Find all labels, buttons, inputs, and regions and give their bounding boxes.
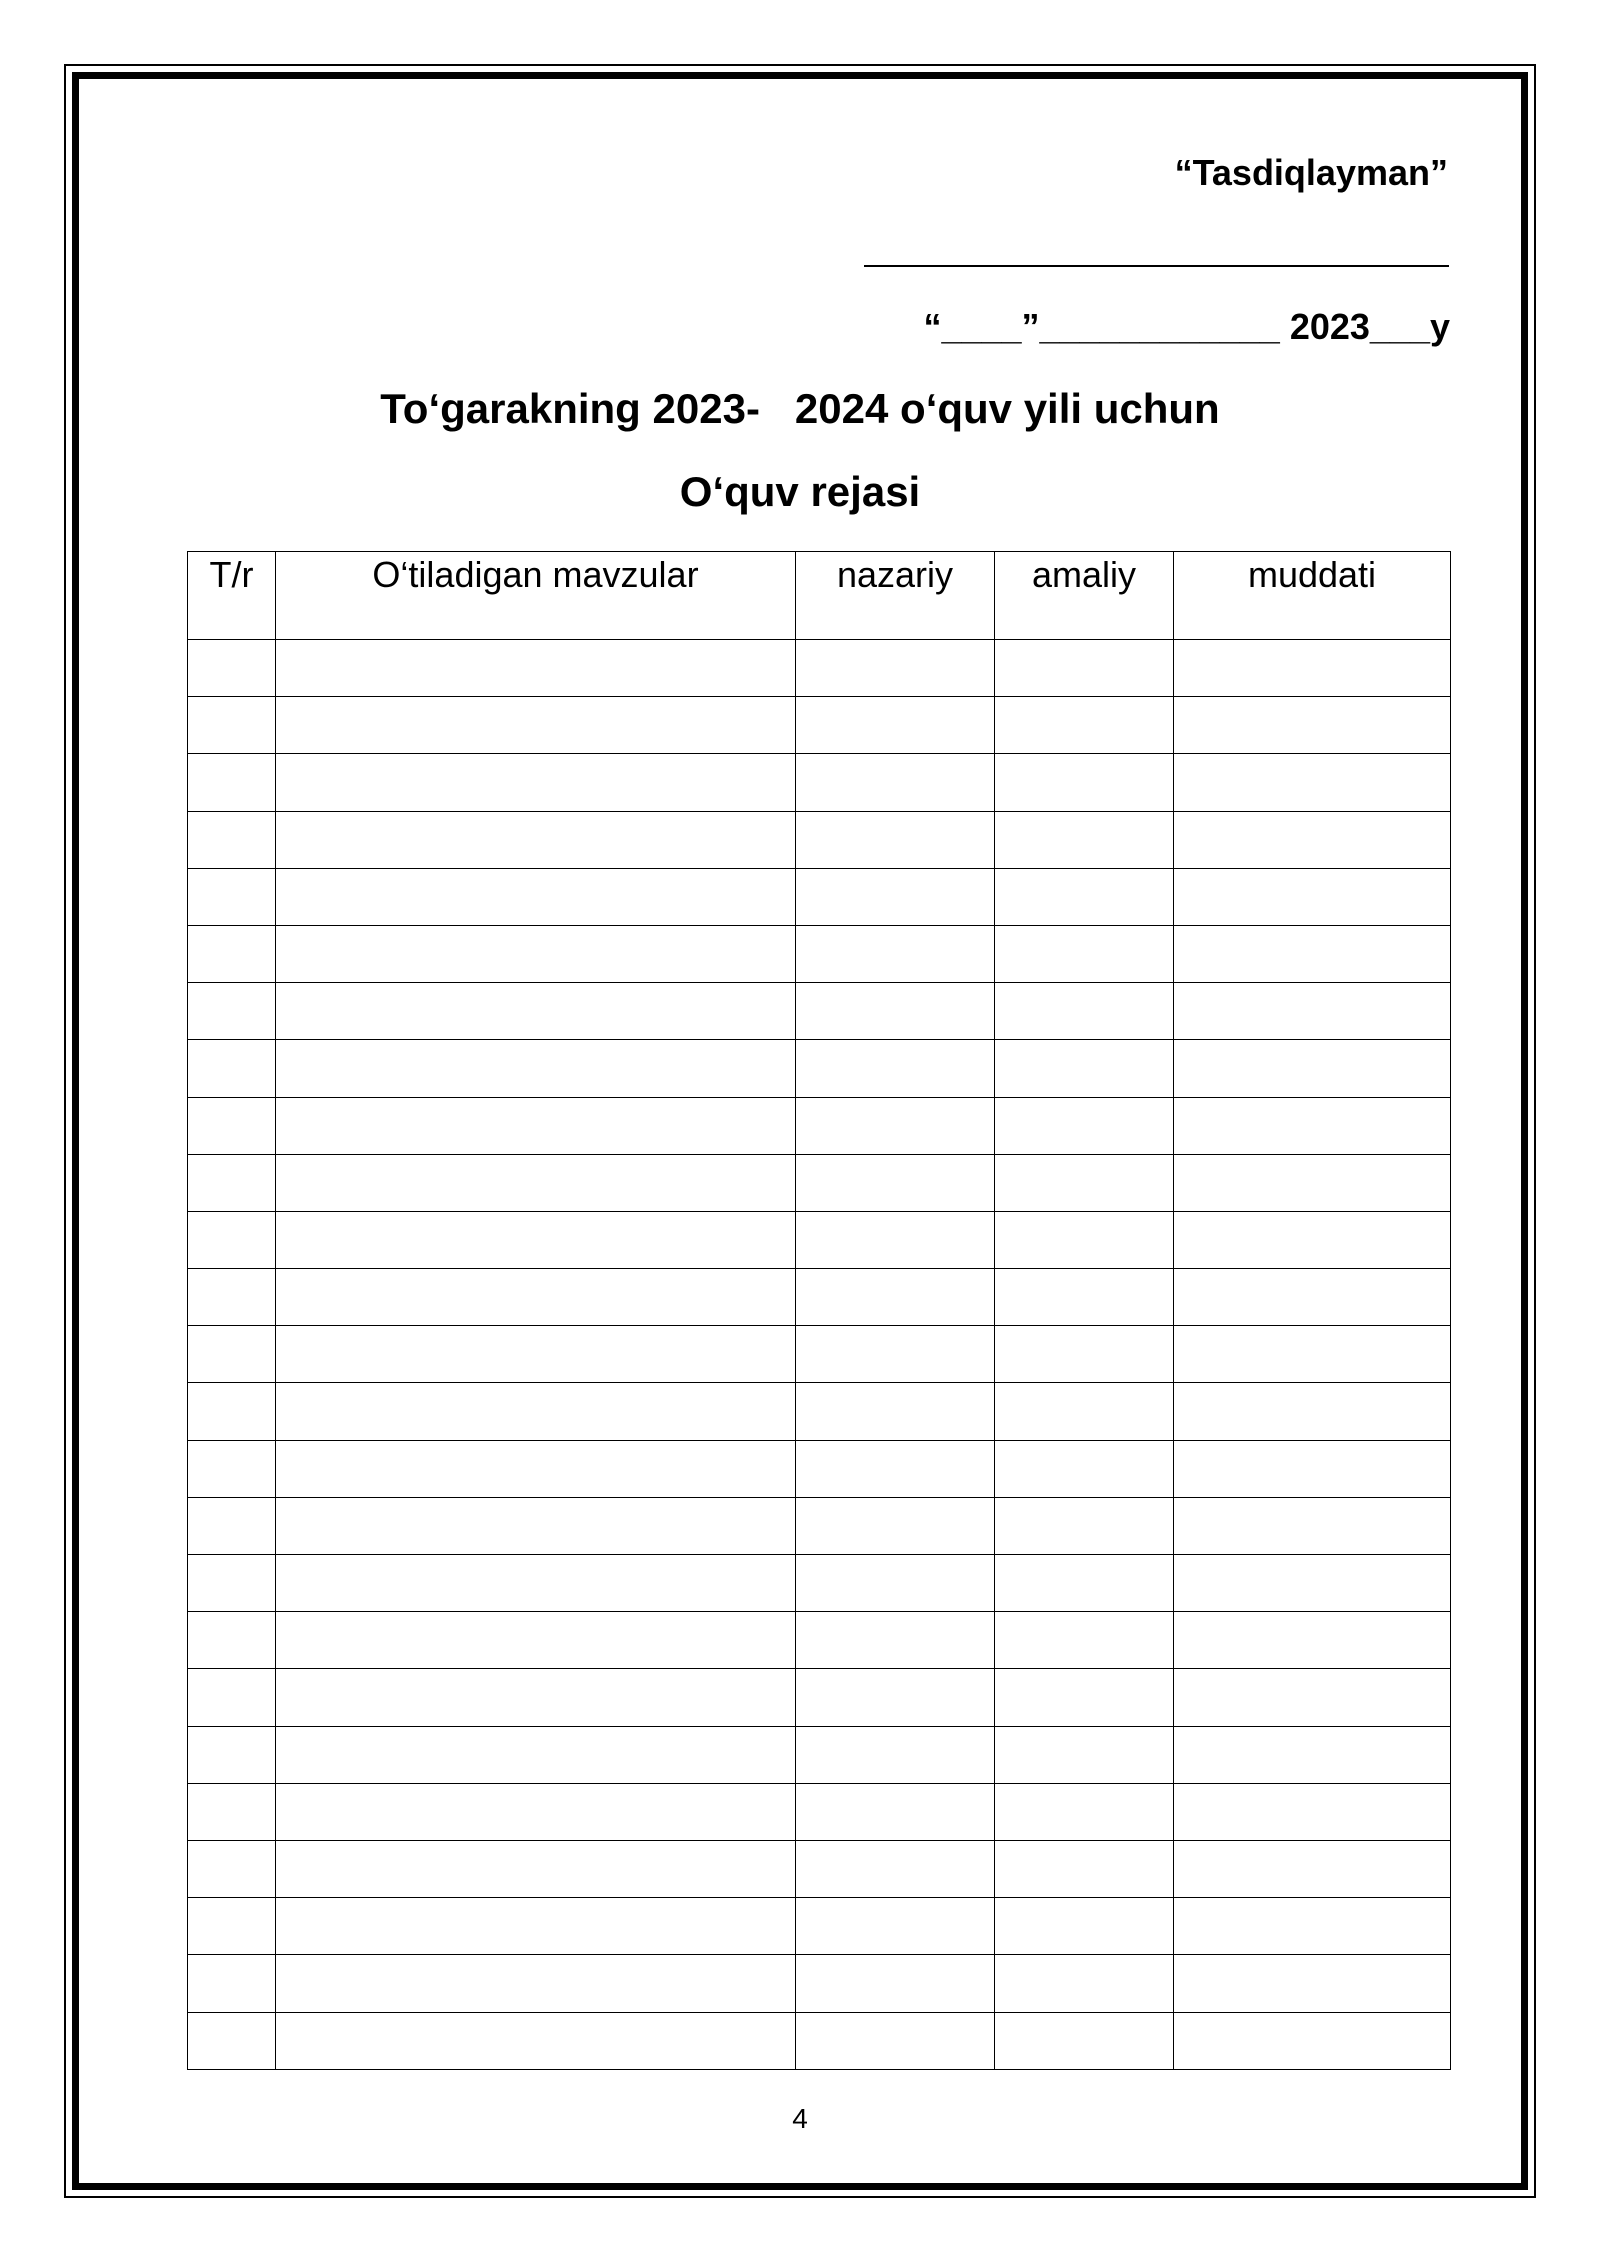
table-cell[interactable] — [796, 1154, 995, 1211]
table-cell[interactable] — [1174, 754, 1451, 811]
table-cell[interactable] — [995, 1326, 1174, 1383]
table-row — [188, 868, 1451, 925]
table-cell[interactable] — [995, 1783, 1174, 1840]
table-cell[interactable] — [1174, 1040, 1451, 1097]
table-cell[interactable] — [188, 1840, 276, 1897]
table-cell[interactable] — [796, 1612, 995, 1669]
column-header-duration: muddati — [1174, 552, 1451, 640]
table-cell[interactable] — [796, 1383, 995, 1440]
table-cell[interactable] — [796, 925, 995, 982]
table-row — [188, 983, 1451, 1040]
table-cell[interactable] — [796, 1955, 995, 2012]
table-cell[interactable] — [276, 1612, 796, 1669]
table-cell[interactable] — [995, 983, 1174, 1040]
table-row — [188, 754, 1451, 811]
table-cell[interactable] — [1174, 1326, 1451, 1383]
table-cell[interactable] — [188, 2012, 276, 2069]
table-cell[interactable] — [1174, 697, 1451, 754]
table-body — [188, 640, 1451, 2070]
table-cell[interactable] — [995, 1497, 1174, 1554]
column-header-topics: O‘tiladigan mavzular — [276, 552, 796, 640]
table-cell[interactable] — [796, 1669, 995, 1726]
table-cell[interactable] — [995, 1383, 1174, 1440]
table-cell[interactable] — [796, 1726, 995, 1783]
table-cell[interactable] — [188, 1211, 276, 1268]
table-cell[interactable] — [188, 640, 276, 697]
table-row — [188, 1154, 1451, 1211]
table-cell[interactable] — [796, 1555, 995, 1612]
table-row — [188, 697, 1451, 754]
table-cell[interactable] — [188, 1497, 276, 1554]
table-row — [188, 1555, 1451, 1612]
table-cell[interactable] — [796, 2012, 995, 2069]
table-cell[interactable] — [188, 1726, 276, 1783]
table-row — [188, 1669, 1451, 1726]
table-cell[interactable] — [188, 1555, 276, 1612]
table-cell[interactable] — [1174, 1269, 1451, 1326]
table-cell[interactable] — [1174, 2012, 1451, 2069]
table-cell[interactable] — [276, 1383, 796, 1440]
table-cell[interactable] — [276, 1840, 796, 1897]
table-row — [188, 1097, 1451, 1154]
table-row — [188, 1726, 1451, 1783]
table-cell[interactable] — [188, 1154, 276, 1211]
table-cell[interactable] — [188, 754, 276, 811]
table-row — [188, 1211, 1451, 1268]
table-cell[interactable] — [276, 1154, 796, 1211]
table-cell[interactable] — [995, 1898, 1174, 1955]
table-cell[interactable] — [995, 1440, 1174, 1497]
table-cell[interactable] — [995, 811, 1174, 868]
table-cell[interactable] — [995, 925, 1174, 982]
table-cell[interactable] — [1174, 1440, 1451, 1497]
table-cell[interactable] — [796, 1840, 995, 1897]
document-subtitle: O‘quv rejasi — [679, 468, 921, 515]
table-cell[interactable] — [188, 1612, 276, 1669]
table-cell[interactable] — [796, 868, 995, 925]
table-row — [188, 1040, 1451, 1097]
table-cell[interactable] — [276, 640, 796, 697]
table-cell[interactable] — [995, 1211, 1174, 1268]
table-cell[interactable] — [276, 1040, 796, 1097]
table-cell[interactable] — [995, 1726, 1174, 1783]
table-cell[interactable] — [276, 1555, 796, 1612]
table-cell[interactable] — [796, 1097, 995, 1154]
table-cell[interactable] — [188, 1097, 276, 1154]
table-cell[interactable] — [995, 640, 1174, 697]
table-cell[interactable] — [188, 925, 276, 982]
table-cell[interactable] — [276, 1211, 796, 1268]
table-cell[interactable] — [796, 1269, 995, 1326]
table-cell[interactable] — [1174, 1383, 1451, 1440]
table-cell[interactable] — [188, 1783, 276, 1840]
table-cell[interactable] — [796, 1783, 995, 1840]
column-header-practice: amaliy — [995, 552, 1174, 640]
table-cell[interactable] — [1174, 925, 1451, 982]
table-cell[interactable] — [276, 983, 796, 1040]
table-cell[interactable] — [796, 754, 995, 811]
document-title: To‘garakning 2023- 2024 o‘quv yili uchun — [380, 385, 1220, 432]
table-row — [188, 1612, 1451, 1669]
table-row — [188, 1326, 1451, 1383]
table-cell[interactable] — [1174, 1612, 1451, 1669]
table-cell[interactable] — [188, 1326, 276, 1383]
table-cell[interactable] — [276, 697, 796, 754]
table-cell[interactable] — [796, 1040, 995, 1097]
table-cell[interactable] — [796, 1497, 995, 1554]
table-cell[interactable] — [796, 1898, 995, 1955]
table-cell[interactable] — [1174, 1840, 1451, 1897]
table-cell[interactable] — [995, 754, 1174, 811]
table-row — [188, 1269, 1451, 1326]
approval-heading: “Tasdiqlayman” — [1174, 152, 1448, 193]
table-row — [188, 1383, 1451, 1440]
study-plan-table — [187, 551, 1451, 2070]
table-cell[interactable] — [995, 1612, 1174, 1669]
column-header-number: T/r — [188, 552, 276, 640]
table-cell[interactable] — [188, 868, 276, 925]
table-cell[interactable] — [188, 1669, 276, 1726]
table-cell[interactable] — [1174, 1097, 1451, 1154]
table-cell[interactable] — [188, 1383, 276, 1440]
table-cell[interactable] — [276, 1269, 796, 1326]
signature-line — [864, 265, 1449, 267]
table-row — [188, 1898, 1451, 1955]
table-cell[interactable] — [276, 754, 796, 811]
table-cell[interactable] — [796, 811, 995, 868]
table-cell[interactable] — [995, 868, 1174, 925]
table-cell[interactable] — [995, 1669, 1174, 1726]
page-number: 4 — [792, 2103, 808, 2134]
table-cell[interactable] — [276, 1326, 796, 1383]
table-cell[interactable] — [276, 811, 796, 868]
approval-date-line: “____”____________ 2023___y — [923, 306, 1450, 347]
table-cell[interactable] — [1174, 1497, 1451, 1554]
table-cell[interactable] — [276, 868, 796, 925]
table-cell[interactable] — [188, 697, 276, 754]
table-cell[interactable] — [276, 1497, 796, 1554]
table-row — [188, 1497, 1451, 1554]
table-cell[interactable] — [1174, 868, 1451, 925]
table-cell[interactable] — [1174, 1211, 1451, 1268]
table-cell[interactable] — [995, 2012, 1174, 2069]
table-cell[interactable] — [995, 1154, 1174, 1211]
table-cell[interactable] — [1174, 1726, 1451, 1783]
table-cell[interactable] — [796, 1211, 995, 1268]
table-cell[interactable] — [995, 1955, 1174, 2012]
table-row — [188, 1440, 1451, 1497]
table-cell[interactable] — [276, 1898, 796, 1955]
table-cell[interactable] — [1174, 1669, 1451, 1726]
table-row — [188, 811, 1451, 868]
table-cell[interactable] — [188, 811, 276, 868]
table-cell[interactable] — [995, 697, 1174, 754]
table-cell[interactable] — [276, 1440, 796, 1497]
table-cell[interactable] — [276, 2012, 796, 2069]
table-cell[interactable] — [188, 1898, 276, 1955]
table-cell[interactable] — [1174, 1154, 1451, 1211]
table-cell[interactable] — [1174, 983, 1451, 1040]
table-row — [188, 1783, 1451, 1840]
table-cell[interactable] — [1174, 1955, 1451, 2012]
table-row — [188, 1840, 1451, 1897]
table-cell[interactable] — [1174, 1898, 1451, 1955]
table-cell[interactable] — [276, 1783, 796, 1840]
table-cell[interactable] — [796, 697, 995, 754]
table-cell[interactable] — [796, 1326, 995, 1383]
table-row — [188, 2012, 1451, 2069]
table-cell[interactable] — [276, 1726, 796, 1783]
table-cell[interactable] — [1174, 640, 1451, 697]
table-cell[interactable] — [995, 1040, 1174, 1097]
table-cell[interactable] — [188, 983, 276, 1040]
table-cell[interactable] — [796, 1440, 995, 1497]
column-header-theory: nazariy — [796, 552, 995, 640]
table-cell[interactable] — [276, 925, 796, 982]
table-cell[interactable] — [796, 983, 995, 1040]
table-row — [188, 925, 1451, 982]
table-cell[interactable] — [188, 1955, 276, 2012]
table-cell[interactable] — [995, 1097, 1174, 1154]
table-cell[interactable] — [276, 1097, 796, 1154]
table-cell[interactable] — [995, 1555, 1174, 1612]
table-row — [188, 1955, 1451, 2012]
table-cell[interactable] — [1174, 1555, 1451, 1612]
table-cell[interactable] — [1174, 1783, 1451, 1840]
table-cell[interactable] — [995, 1840, 1174, 1897]
table-header-row — [188, 552, 1451, 640]
table-cell[interactable] — [796, 640, 995, 697]
table-cell[interactable] — [1174, 811, 1451, 868]
table-cell[interactable] — [188, 1040, 276, 1097]
table-cell[interactable] — [188, 1269, 276, 1326]
table-cell[interactable] — [276, 1955, 796, 2012]
table-row — [188, 640, 1451, 697]
table-cell[interactable] — [995, 1269, 1174, 1326]
table-cell[interactable] — [188, 1440, 276, 1497]
table-cell[interactable] — [276, 1669, 796, 1726]
